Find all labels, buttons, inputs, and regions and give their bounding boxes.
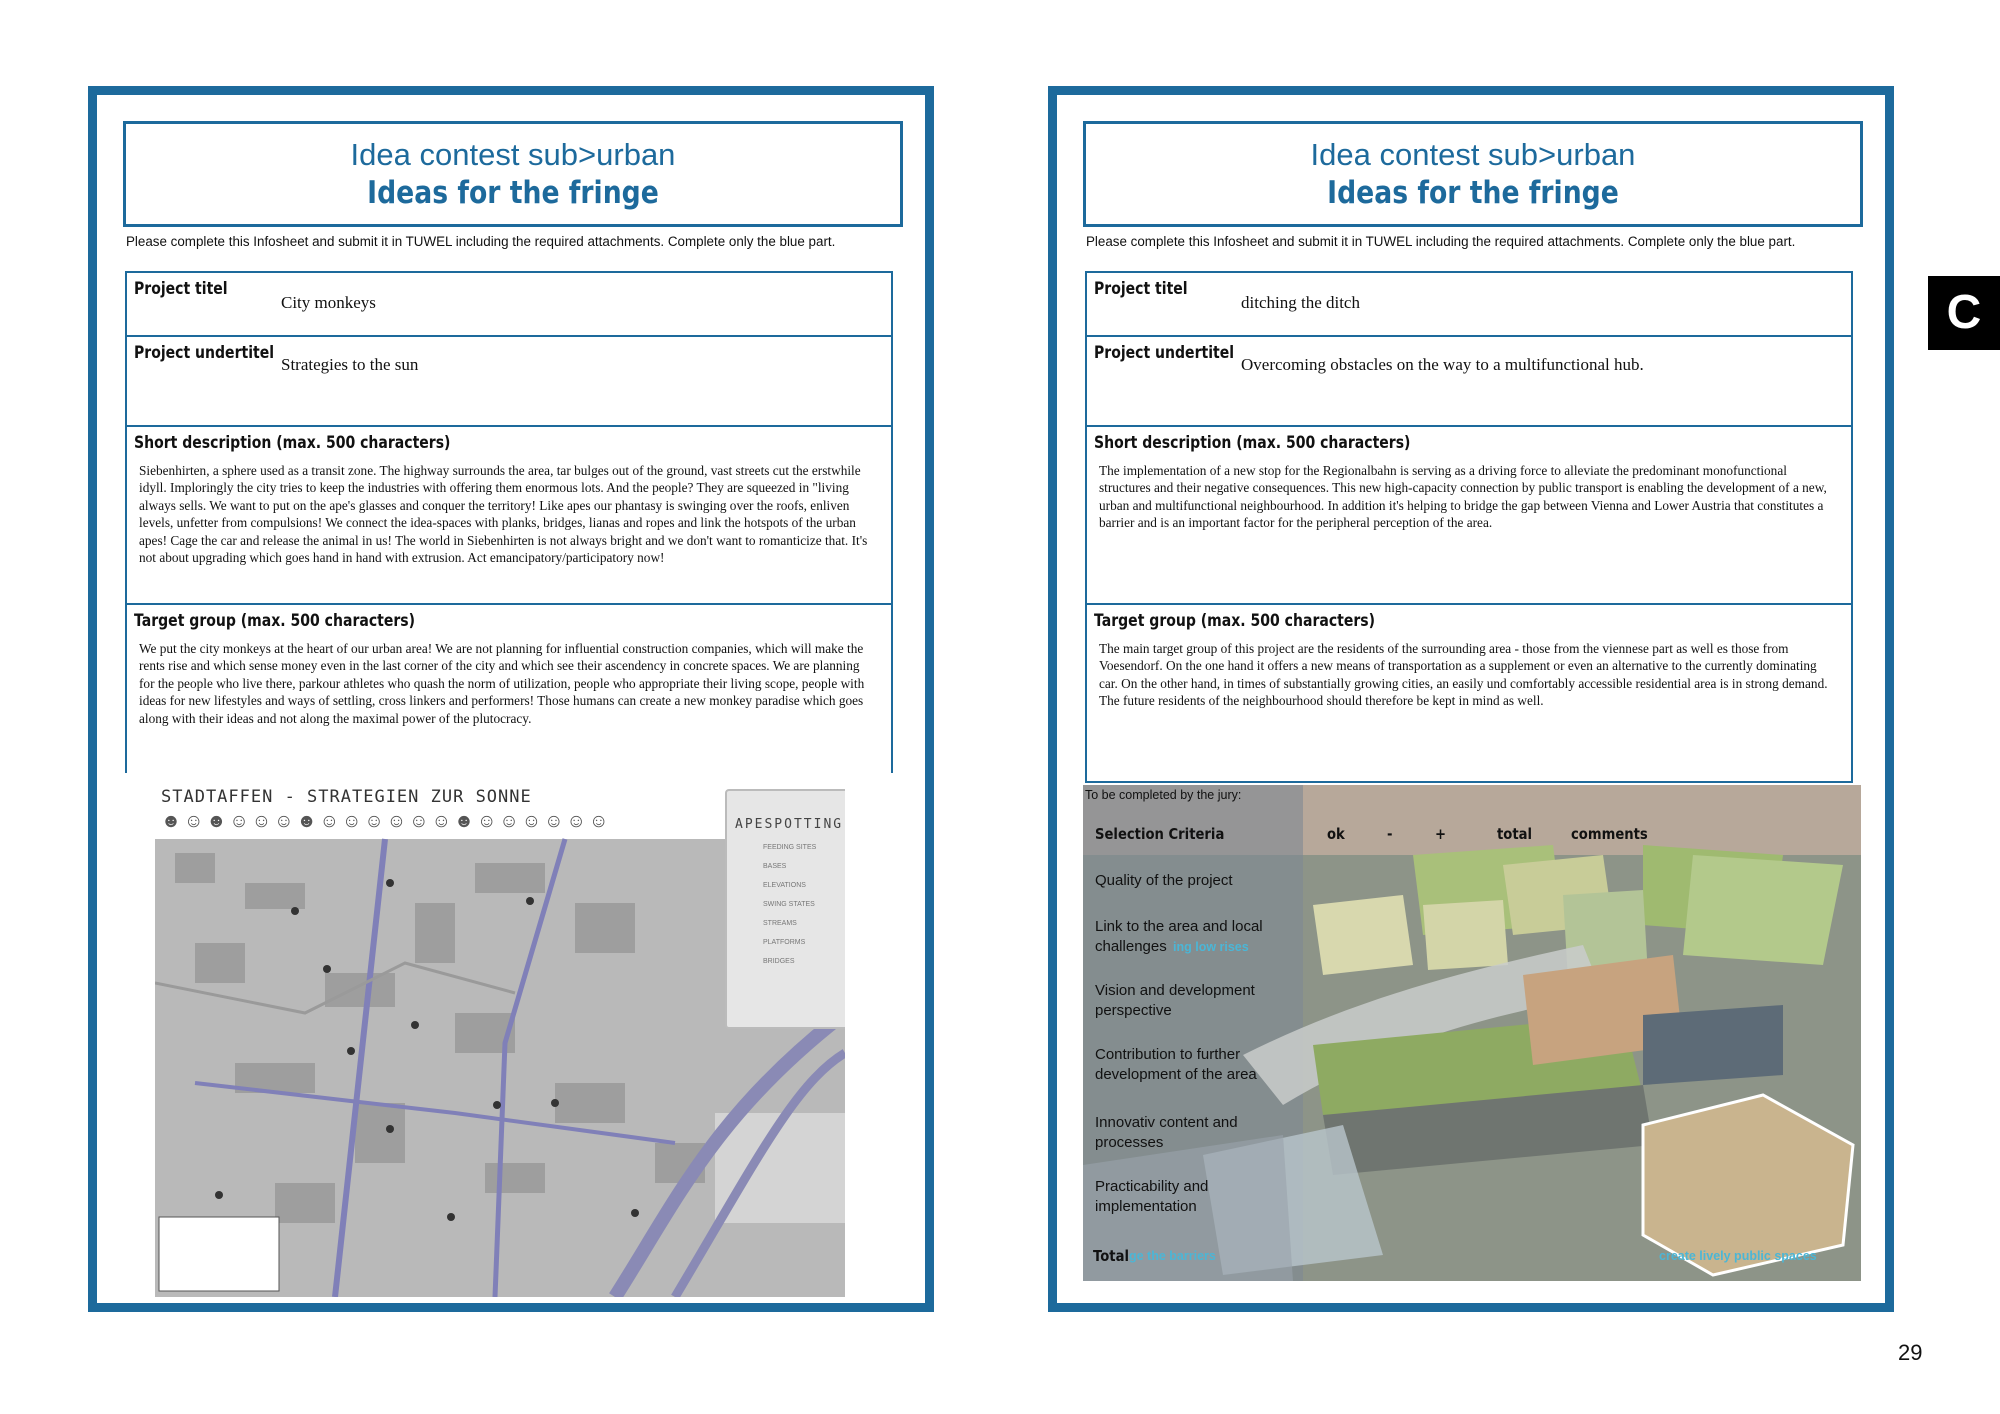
page-number: 29 [1898,1340,1923,1365]
criterion: Quality of the project [1095,872,1233,889]
header-line2: Ideas for the fringe [367,175,659,211]
form-table [1085,271,1853,783]
project-title-value: City monkeys [281,293,376,312]
project-subtitle-label: Project undertitel [134,343,275,362]
header-line2: Ideas for the fringe [1327,175,1619,211]
project-title-row [127,273,891,337]
project-subtitle-row [1087,337,1851,427]
legend-item: STREAMS [763,920,797,927]
overlay-caption-2: ge the barriers [1129,1249,1216,1263]
section-tab-c: C [1928,276,2000,350]
col-ok: ok [1327,825,1345,843]
criterion: Contribution to further development of the area [1095,1046,1257,1083]
short-description-text: Siebenhirten, a sphere used as a transit zone. The highway surrounds the area, tar bulges out of the ground, vast streets cut the erstwhile idyll. Imploringly the city tries to keep the industries with offering them enormous lots. And the people? They are squeezed in "living always sells. We want to put on the ape's glasses and conquer the territory! Like apes our phantasy is swinging over the roofs, enliven levels, unfetter from compulsions! We connect the idea-spaces with planks, bridges, lianas and ropes and link the hotspots of the urban apes! Cage the car and release the animal in us! The world in Siebenhirten is not always bright and we don't want to romanticize that. It's not about upgrading which goes hand in hand with extrusion. Act emancipatory/participatory now! [139,463,868,566]
project-subtitle-row [127,337,891,427]
project-title-label: Project titel [134,279,228,298]
monkey-icons-row: ☻☺☻☺☺☺☻☺☺☺☺☺☺☻☺☺☺☺☺☺ [161,811,612,832]
short-description-section [127,427,891,605]
instruction-text: Please complete this Infosheet and submit it in TUWEL including the required attachments. Complete only the blue part. [126,234,836,249]
aerial-visualisation [1083,785,1861,1281]
header-box [123,121,903,227]
header-line1: Idea contest sub>urban [350,137,676,172]
col-selection-criteria: Selection Criteria [1095,825,1225,843]
project-title-value: ditching the ditch [1241,293,1360,312]
legend-item: SWING STATES [763,901,815,908]
criterion: Innovativ content and processes [1095,1114,1238,1151]
short-description-label: Short description (max. 500 characters) [134,433,451,452]
map-title: STADTAFFEN - STRATEGIEN ZUR SONNE [161,787,532,807]
overlay-caption-1: ing low rises [1173,940,1249,954]
apespotting-map [155,783,845,1297]
project-subtitle-value: Strategies to the sun [281,355,419,374]
short-description-section [1087,427,1851,605]
total-label: Total [1093,1247,1130,1265]
jury-note: To be completed by the jury: [1085,788,1242,802]
form-table [125,271,893,773]
target-group-label: Target group (max. 500 characters) [134,611,416,630]
legend-title: APESPOTTING [735,817,844,832]
infosheet-right [1048,86,1894,1312]
project-title-row [1087,273,1851,337]
criterion: Vision and development perspective [1095,982,1255,1019]
target-group-text: The main target group of this project are the residents of the surrounding area - those from the viennese part as well es those from Voesendorf. On the one hand it offers a new means of transportation as a supplement or even an alternative to the currently dominating car. On the other hand, in times of substantially growing cities, an easily und comfortably accessible residential area is in strong demand. The future residents of the neighbourhood should therefore be kept in mind as well. [1099,641,1828,709]
short-description-label: Short description (max. 500 characters) [1094,433,1411,452]
target-group-section [127,605,891,773]
legend-item: ELEVATIONS [763,882,806,889]
col-comments: comments [1571,825,1648,843]
short-description-text: The implementation of a new stop for the Regionalbahn is serving as a driving force to alleviate the predominant monofunctional structures and their negative consequences. This new high-capacity connection by public transport is enabling the development of a new, urban and multifunctional neighbourhood. In addition it's helping to bridge the gap between Vienna and Lower Austria that constitutes a barrier and is an important factor for the peripheral perception of the area. [1099,463,1827,531]
target-group-label: Target group (max. 500 characters) [1094,611,1376,630]
criterion: Link to the area and local challenges [1095,918,1263,955]
project-subtitle-value: Overcoming obstacles on the way to a multifunctional hub. [1241,355,1644,374]
col-plus: + [1435,825,1447,843]
legend-item: BRIDGES [763,958,795,965]
header-line1: Idea contest sub>urban [1310,137,1636,172]
legend-item: FEEDING SITES [763,844,817,851]
target-group-section [1087,605,1851,781]
header-box [1083,121,1863,227]
instruction-text: Please complete this Infosheet and submit it in TUWEL including the required attachments. Complete only the blue part. [1086,234,1796,249]
criterion: Practicability and implementation [1095,1178,1209,1215]
project-title-label: Project titel [1094,279,1188,298]
col-total: total [1497,825,1533,843]
map-legend [725,789,845,1029]
project-subtitle-label: Project undertitel [1094,343,1235,362]
target-group-text: We put the city monkeys at the heart of our urban area! We are not planning for influential construction companies, which will make the rents rise and which sense money even in the last corner of the city and which see their ascendency in concrete spaces. We are planning for the people who live there, parkour athletes who quash the norm of utilization, people who appropriate their living scope, people with ideas for new lifestyles and ways of settling, cross linkers and performers! Those humans can create a new monkey paradise which goes along with their ideas and not along the maximal power of the plutocracy. [139,641,865,726]
overlay-caption-3: create lively public spaces [1659,1249,1817,1263]
col-minus: - [1387,825,1393,843]
legend-item: PLATFORMS [763,939,806,946]
infosheet-left [88,86,934,1312]
legend-item: BASES [763,863,787,870]
